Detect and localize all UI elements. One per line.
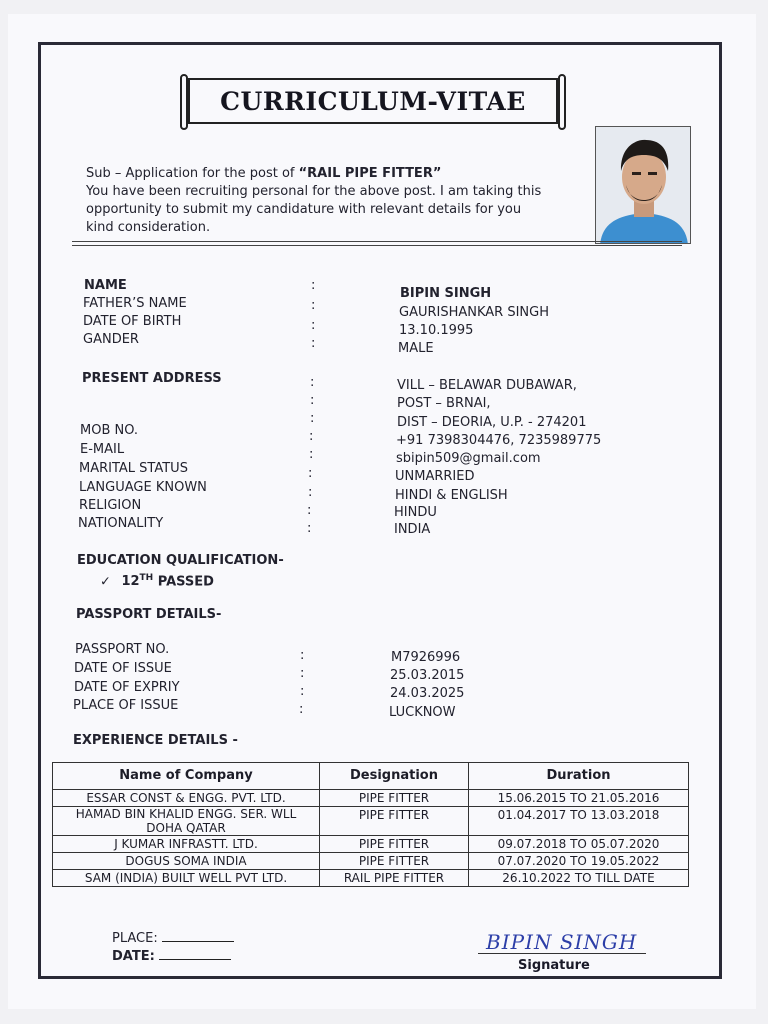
education-status: PASSED (153, 574, 214, 590)
table-row (53, 807, 689, 836)
company-cell: J KUMAR INFRASTT. LTD. (53, 836, 320, 853)
intro-line-2: You have been recruiting personal for the above post. I am taking this (86, 184, 542, 199)
religion-label: RELIGION (79, 498, 142, 513)
nationality-value: INDIA (394, 522, 431, 537)
duration-cell: 01.04.2017 TO 13.03.2018 (469, 807, 689, 836)
separator: : (310, 375, 315, 390)
table-row (53, 870, 689, 887)
designation-cell: RAIL PIPE FITTER (320, 870, 469, 887)
name-label: NAME (84, 278, 127, 293)
date-blank (159, 959, 231, 960)
duration-cell: 09.07.2018 TO 05.07.2020 (469, 836, 689, 853)
separator: : (307, 521, 312, 536)
issue-place-label: PLACE OF ISSUE (73, 698, 179, 713)
table-row (53, 853, 689, 870)
intro-line-3: opportunity to submit my candidature with relevant details for you (86, 202, 522, 217)
passport-heading: PASSPORT DETAILS- (76, 607, 222, 622)
applicant-photo (595, 126, 691, 244)
education-heading: EDUCATION QUALIFICATION- (77, 553, 284, 568)
place-label: PLACE: (112, 931, 158, 946)
separator: : (311, 336, 316, 351)
duration-cell: 15.06.2015 TO 21.05.2016 (469, 790, 689, 807)
intro-line-4: kind consideration. (86, 220, 211, 235)
title-text: CURRICULUM-VITAE (220, 86, 526, 116)
address-label: PRESENT ADDRESS (82, 371, 222, 386)
nationality-label: NATIONALITY (78, 516, 164, 531)
separator: : (310, 393, 315, 408)
separator: : (308, 485, 313, 500)
passport-no-label: PASSPORT NO. (75, 642, 170, 657)
separator: : (300, 666, 305, 681)
date-label: DATE: (112, 949, 155, 964)
document-title (188, 78, 558, 124)
language-value: HINDI & ENGLISH (395, 488, 508, 503)
photo-portrait-icon (596, 127, 691, 244)
expiry-date-label: DATE OF EXPRIY (74, 680, 180, 695)
company-cell: DOGUS SOMA INDIA (53, 853, 320, 870)
dob-value: 13.10.1995 (399, 323, 474, 338)
designation-cell: PIPE FITTER (320, 790, 469, 807)
father-name-label: FATHER’S NAME (83, 296, 187, 311)
issue-place-value: LUCKNOW (389, 705, 456, 720)
issue-date-value: 25.03.2015 (390, 668, 465, 683)
place-blank (162, 941, 234, 942)
separator: : (300, 684, 305, 699)
gender-label: GANDER (83, 332, 139, 347)
separator: : (311, 298, 316, 313)
duration-cell: 26.10.2022 TO TILL DATE (469, 870, 689, 887)
table-row (53, 790, 689, 807)
email-label: E-MAIL (80, 442, 125, 457)
place-field (112, 930, 234, 947)
intro-sub: Sub – Application for the post of (86, 166, 299, 181)
column-header-designation: Designation (320, 763, 469, 790)
designation-cell: PIPE FITTER (320, 836, 469, 853)
table-header-row (53, 763, 689, 790)
table-row (53, 836, 689, 853)
divider (72, 245, 682, 246)
date-field (112, 948, 231, 965)
marital-status-value: UNMARRIED (395, 469, 475, 484)
issue-date-label: DATE OF ISSUE (74, 661, 172, 676)
address-line-3: DIST – DEORIA, U.P. - 274201 (397, 415, 587, 430)
separator: : (311, 318, 316, 333)
religion-value: HINDU (394, 505, 437, 520)
mobile-value: +91 7398304476, 7235989775 (396, 433, 602, 448)
designation-cell: PIPE FITTER (320, 807, 469, 836)
education-grade: 12 (121, 574, 140, 590)
company-cell: SAM (INDIA) BUILT WELL PVT LTD. (53, 870, 320, 887)
column-header-duration: Duration (469, 763, 689, 790)
separator: : (308, 466, 313, 481)
education-item (100, 570, 214, 590)
separator: : (310, 411, 315, 426)
column-header-company: Name of Company (53, 763, 320, 790)
signature-label: Signature (518, 958, 590, 973)
intro-paragraph (86, 165, 586, 237)
check-icon: ✓ (100, 574, 111, 590)
intro-post: “RAIL PIPE FITTER” (298, 166, 442, 181)
company-cell: HAMAD BIN KHALID ENGG. SER. WLL DOHA QATAR (53, 807, 320, 836)
signature-handwriting: BIPIN SINGH (486, 930, 638, 954)
separator: : (309, 447, 314, 462)
passport-no-value: M7926996 (391, 650, 461, 665)
separator: : (309, 429, 314, 444)
address-line-2: POST – BRNAI, (397, 396, 491, 411)
separator: : (300, 648, 305, 663)
separator: : (311, 278, 316, 293)
expiry-date-value: 24.03.2025 (390, 686, 465, 701)
language-label: LANGUAGE KNOWN (79, 480, 207, 495)
dob-label: DATE OF BIRTH (83, 314, 182, 329)
name-value: BIPIN SINGH (400, 286, 492, 301)
email-value: sbipin509@gmail.com (396, 451, 541, 466)
father-name-value: GAURISHANKAR SINGH (399, 305, 550, 320)
experience-heading: EXPERIENCE DETAILS - (73, 733, 238, 748)
separator: : (307, 503, 312, 518)
signature-line (478, 953, 646, 954)
address-line-1: VILL – BELAWAR DUBAWAR, (397, 378, 577, 393)
divider (72, 241, 682, 242)
mobile-label: MOB NO. (80, 423, 139, 438)
experience-table (52, 762, 689, 887)
separator: : (299, 702, 304, 717)
designation-cell: PIPE FITTER (320, 853, 469, 870)
duration-cell: 07.07.2020 TO 19.05.2022 (469, 853, 689, 870)
education-grade-suffix: TH (139, 573, 154, 583)
gender-value: MALE (398, 341, 434, 356)
marital-status-label: MARITAL STATUS (79, 461, 188, 476)
company-cell: ESSAR CONST & ENGG. PVT. LTD. (53, 790, 320, 807)
